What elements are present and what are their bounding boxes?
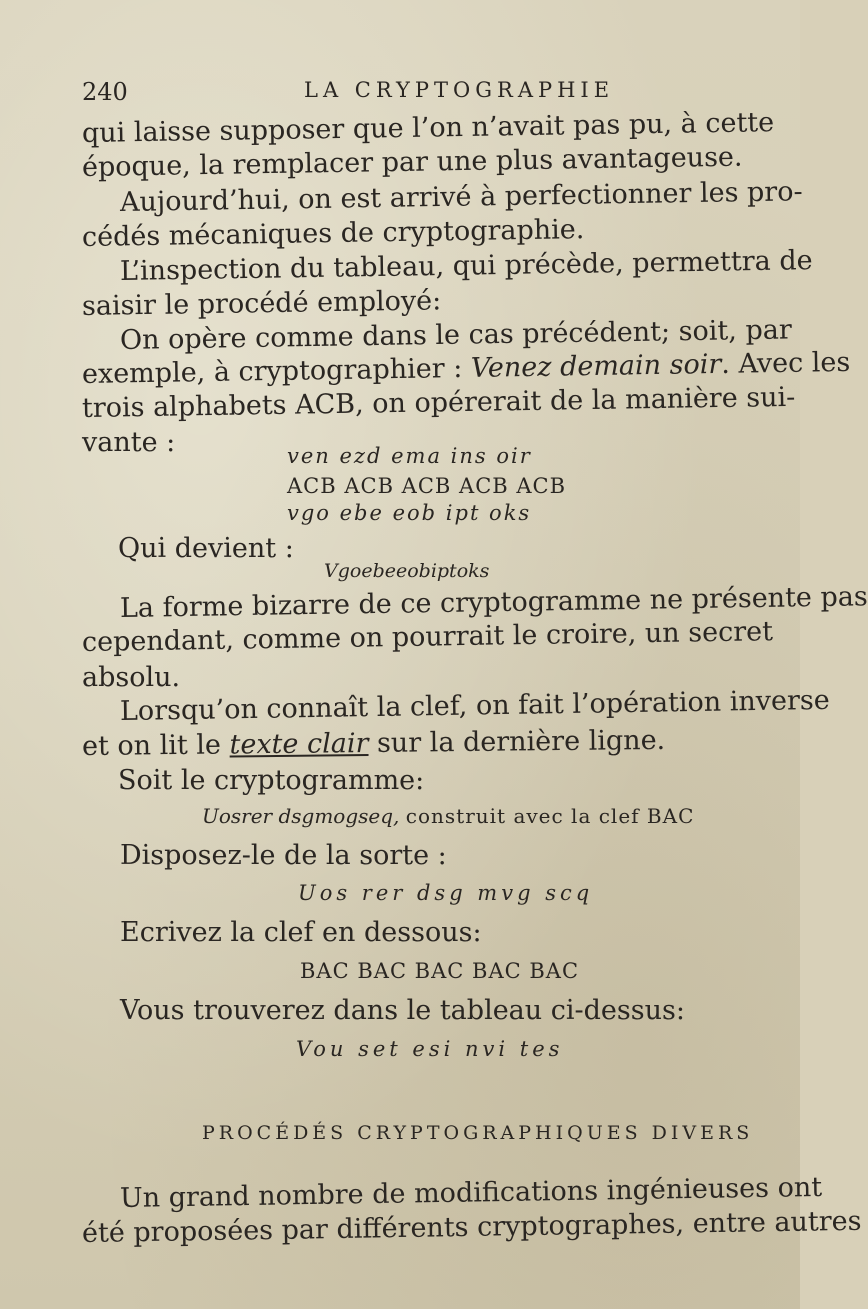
text-segment: et on lit le [81, 729, 230, 762]
example-plaintext-groups-2: Vou set esi nvi tes [296, 1037, 564, 1061]
text-line: Vous trouverez dans le tableau ci-dessus: [120, 995, 685, 1026]
text-segment: sur la dernière ligne. [368, 724, 666, 759]
term-texte-clair: texte clair [229, 728, 369, 761]
text-line: La forme bizarre de ce cryptogramme ne présente pas [119, 581, 868, 624]
text-line: vante : [82, 427, 176, 458]
text-line: On opère comme dans le cas précédent; soit, par [119, 314, 792, 356]
text-line: cédés mécaniques de cryptographie. [81, 214, 585, 253]
text-line: Disposez-le de la sorte : [120, 840, 447, 871]
text-line [82, 725, 665, 762]
text-line: Aujourd’hui, on est arrivé à perfectionner les pro- [119, 176, 803, 218]
text-line: qui laisse supposer que l’on n’avait pas pu, à cette [81, 107, 775, 149]
example-key-groups-2: BAC BAC BAC BAC BAC [300, 959, 580, 983]
example-line [202, 804, 694, 828]
text-segment: . Avec les [721, 346, 851, 380]
page-number: 240 [82, 78, 128, 106]
text-segment: construit avec la clef BAC [405, 804, 695, 828]
text-line: cependant, comme on pourrait le croire, un secret [81, 616, 774, 658]
text-line: Qui devient : [118, 533, 294, 564]
text-line: époque, la remplacer par une plus avantageuse. [81, 141, 743, 183]
section-title: PROCÉDÉS CRYPTOGRAPHIQUES DIVERS [202, 1122, 754, 1144]
text-line: été proposées par différents cryptographes, entre autres [81, 1205, 862, 1249]
example-phrase: Venez demain soir [470, 348, 722, 384]
example-plaintext-groups: ven ezd ema ins oir [287, 444, 532, 468]
example-cipher-groups: vgo ebe eob ipt oks [287, 501, 532, 525]
text-line: Soit le cryptogramme: [118, 765, 425, 796]
text-line: Un grand nombre de modifications ingénieuses ont [119, 1171, 823, 1214]
text-line: absolu. [82, 662, 181, 693]
text-line: Ecrivez la clef en dessous: [120, 917, 482, 948]
running-title: LA CRYPTOGRAPHIE [304, 78, 615, 102]
example-cipher-groups-2: Uos rer dsg mvg scq [298, 881, 594, 905]
example-cryptogram: Vgoebeeobiptoks [324, 560, 490, 582]
text-line: Lorsqu’on connaît la clef, on fait l’opération inverse [119, 684, 830, 727]
text-segment: exemple, à cryptographier : [81, 352, 472, 390]
example-cryptogram-2: Uosrer dsgmogseq, [202, 804, 400, 828]
example-key-groups: ACB ACB ACB ACB ACB [287, 474, 567, 498]
text-line: L’inspection du tableau, qui précède, permettra de [119, 245, 813, 287]
text-line: saisir le procédé employé: [81, 285, 442, 322]
text-line: trois alphabets ACB, on opérerait de la manière sui- [81, 381, 796, 424]
